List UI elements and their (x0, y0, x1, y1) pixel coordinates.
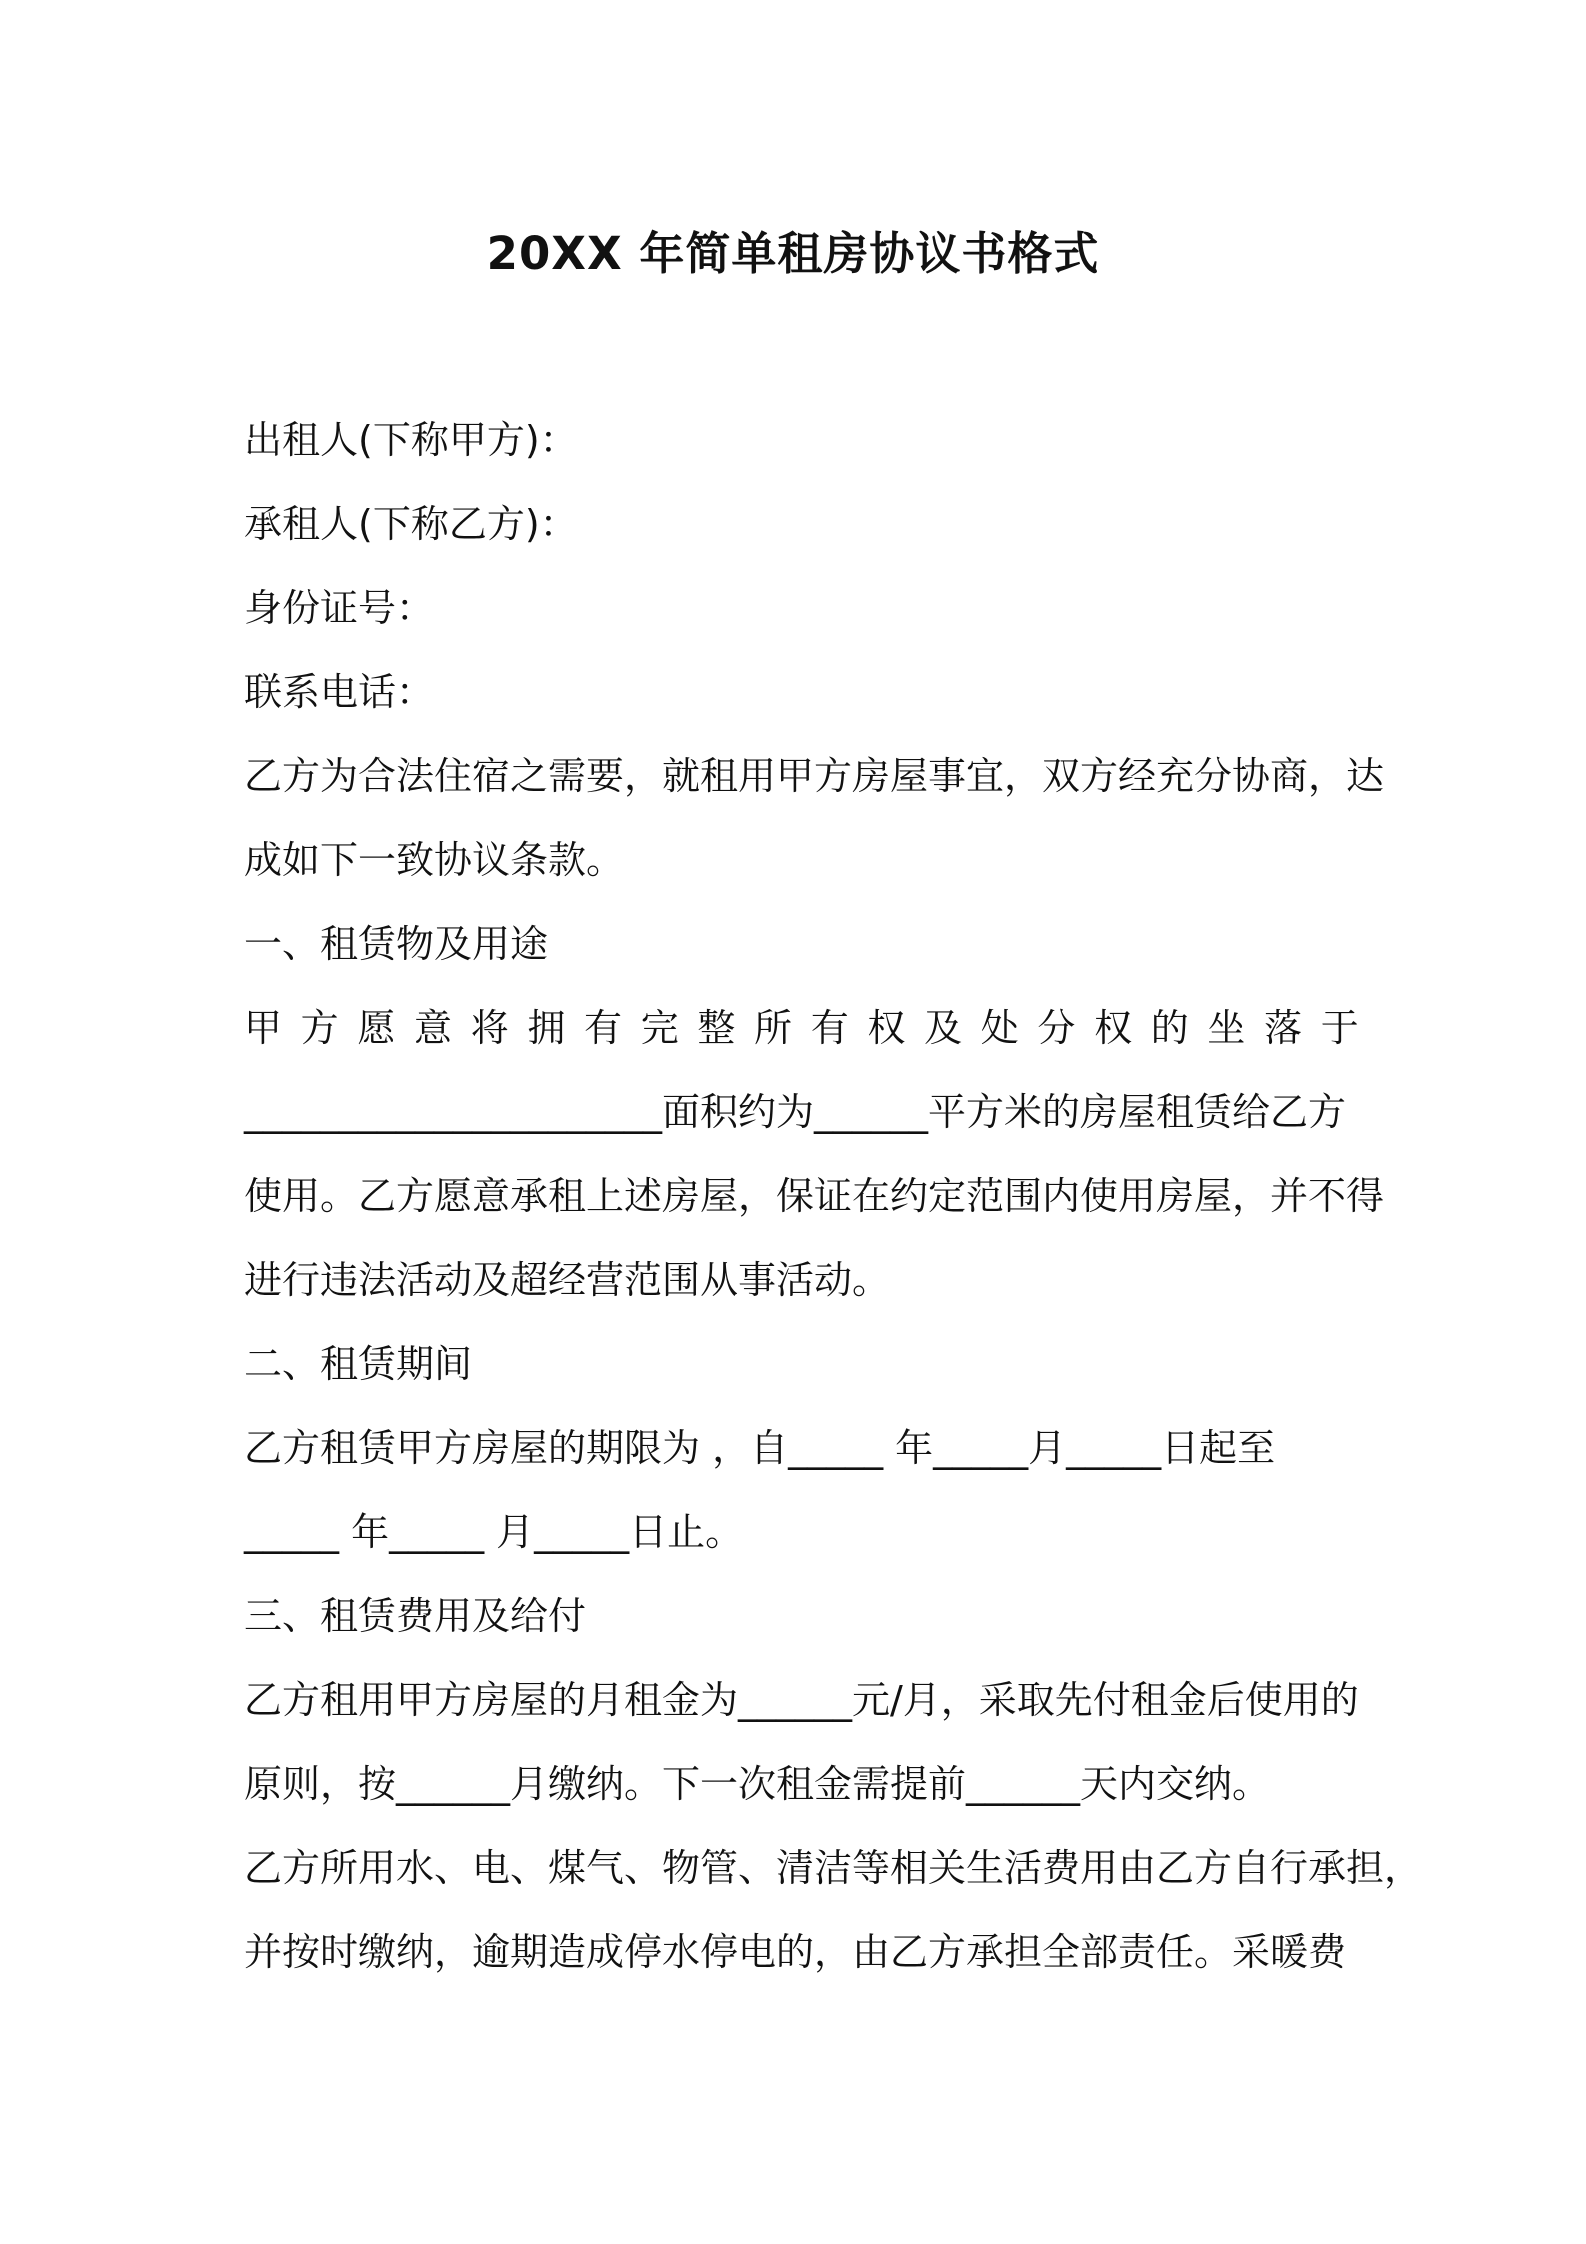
justified-char: 方 (300, 1006, 339, 1050)
justified-char: 权 (867, 1006, 906, 1050)
paragraph-line: 进行违法活动及超经营范围从事活动。 (244, 1258, 891, 1302)
phone-line: 联系电话： (244, 670, 435, 714)
lessor-line: 出租人(下称甲方)： (244, 418, 578, 462)
paragraph-line: ______________________面积约为______平方米的房屋租赁给乙方 (244, 1090, 1347, 1134)
id-number-line: 身份证号： (244, 586, 435, 630)
paragraph-line-justified (244, 986, 1359, 1070)
justified-char: 于 (1320, 1006, 1359, 1050)
justified-char: 愿 (357, 1006, 396, 1050)
section-heading: 一、租赁物及用途 (244, 922, 549, 966)
paragraph-line: 乙方租用甲方房屋的月租金为______元/月，采取先付租金后使用的 (244, 1678, 1359, 1722)
justified-char: 分 (1037, 1006, 1076, 1050)
paragraph-line: 乙方为合法住宿之需要，就租用甲方房屋事宜，双方经充分协商，达 (244, 754, 1385, 798)
justified-char: 坐 (1207, 1006, 1246, 1050)
justified-char: 意 (414, 1006, 453, 1050)
paragraph-line: _____ 年_____ 月_____日止。 (244, 1510, 744, 1554)
justified-char: 整 (697, 1006, 736, 1050)
justified-char: 甲 (244, 1006, 283, 1050)
justified-char: 权 (1094, 1006, 1133, 1050)
justified-char: 落 (1264, 1006, 1303, 1050)
justified-char: 的 (1150, 1006, 1189, 1050)
justified-char: 处 (980, 1006, 1019, 1050)
paragraph-line: 乙方租赁甲方房屋的期限为 ，自_____ 年_____月_____日起至 (244, 1426, 1276, 1470)
lessee-line: 承租人(下称乙方)： (244, 502, 578, 546)
justified-char: 有 (584, 1006, 623, 1050)
justified-char: 及 (924, 1006, 963, 1050)
section-heading: 三、租赁费用及给付 (244, 1594, 587, 1638)
justified-char: 有 (810, 1006, 849, 1050)
paragraph-line: 并按时缴纳，逾期造成停水停电的，由乙方承担全部责任。采暖费 (244, 1930, 1347, 1974)
justified-char: 拥 (527, 1006, 566, 1050)
justified-char: 所 (754, 1006, 793, 1050)
document-title: 20XX 年简单租房协议书格式 (486, 227, 1100, 280)
section-heading: 二、租赁期间 (244, 1342, 473, 1386)
paragraph-line: 乙方所用水、电、煤气、物管、清洁等相关生活费用由乙方自行承担， (244, 1846, 1423, 1890)
paragraph-line: 使用。乙方愿意承租上述房屋，保证在约定范围内使用房屋，并不得 (244, 1174, 1385, 1218)
justified-char: 将 (470, 1006, 509, 1050)
paragraph-line: 成如下一致协议条款。 (244, 838, 625, 882)
paragraph-line: 原则，按______月缴纳。下一次租金需提前______天内交纳。 (244, 1762, 1271, 1806)
justified-char: 完 (640, 1006, 679, 1050)
